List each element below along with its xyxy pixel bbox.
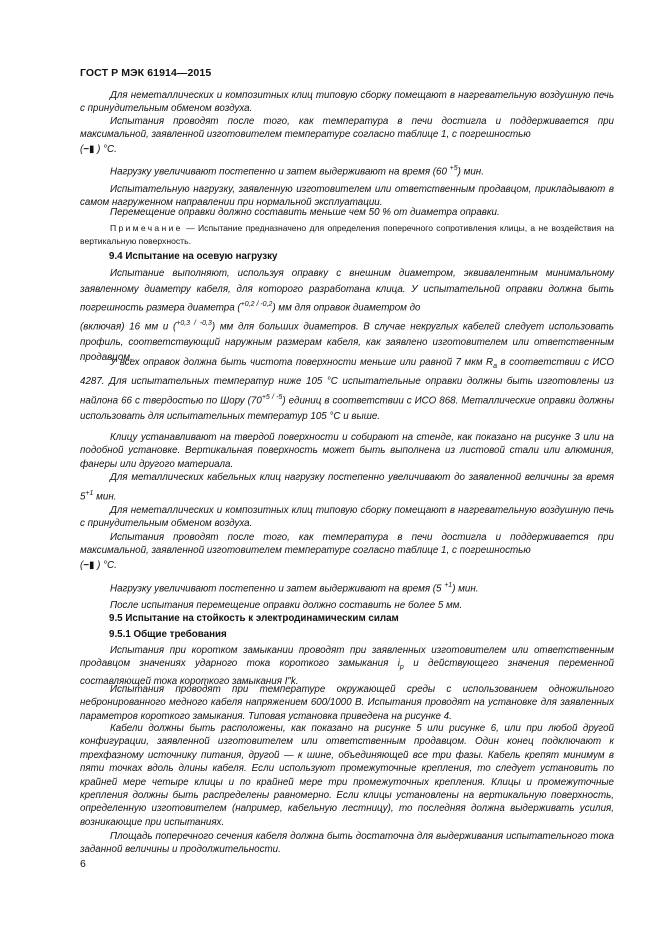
paragraph: Нагрузку увеличивают постепенно и затем выдерживают на время (60 $^{+5}$) мин. (110, 165, 484, 178)
paragraph: Для металлических кабельных клиц нагрузку постепенно увеличивают до заявленной величины за время $5^{+1}$ мин. (80, 472, 614, 502)
paragraph: Клицу устанавливают на твердой поверхности и собирают на стенде, как показано на рисунке 3 или на подобной установке. Вертикальная поверхность может быть выполнена из листовой стали или алюминия, фанеры или другого материала. (80, 432, 614, 470)
paragraph: Нагрузку увеличивают постепенно и затем выдерживают на время (5 $^{+1}$) мин. (110, 582, 479, 595)
paragraph: После испытания перемещение оправки должно составить не более 5 мм. (110, 600, 463, 611)
paragraph-continuation: (включая) 16 мм и ($^{+0,3 / -0,3}$) мм для больших диаметров. В случае некруглых кабелей следует использовать профиль, соответствующий наружным размерам кабеля, как заявлено изготовителем или ответственным продавцом. (80, 320, 614, 364)
section-heading: 9.5 Испытание на стойкость к электродинамическим силам (109, 613, 399, 624)
paragraph: Площадь поперечного сечения кабеля должна быть достаточна для выдерживания испытательного тока заданной величины и продолжительности. (80, 831, 614, 856)
document-header: ГОСТ Р МЭК 61914—2015 (80, 67, 212, 79)
paragraph: У всех оправок должна быть чистота поверхности меньше или равной 7 мкм $R_a$ в соответствии с ИСО 4287. Для испытательных температур ниже 105 °С испытательные оправки должны быть изготовлены из найлона 66 с твердостью по Шору $(70^{+5 / -5})$ единиц в соответствии с ИСО 868. Металлические оправки должны использовать для испытательных температур 105 °С и выше. (80, 357, 614, 422)
paragraph: Для неметаллических и композитных клиц типовую сборку помещают в нагревательную воздушную печь с принудительным обменом воздуха. (80, 505, 614, 530)
subsection-heading: 9.5.1 Общие требования (109, 629, 227, 640)
paragraph: Перемещение оправки должно составить меньше чем 50 % от диаметра оправки. (110, 207, 500, 218)
paragraph: Испытания проводят при температуре окружающей среды с использованием одножильного небронированного медного кабеля напряжением 600/1000 В. Испытания проводят на установке для заявленных параметров короткого замыкания. Типовая установка приведена на рисунке 4. (80, 684, 614, 722)
paragraph: Испытательную нагрузку, заявленную изготовителем или ответственным продавцом, прикладывают в самом нагруженном направлении при нормальной эксплуатации. (80, 184, 614, 209)
note: Примечание — Испытание предназначено для определения поперечного сопротивления клицы, а не воздействия на вертикальную поверхность. (80, 223, 614, 246)
section-heading: 9.4 Испытание на осевую нагрузку (109, 251, 278, 262)
paragraph: Испытания при коротком замыкании проводят при заявленных изготовителем или ответственным продавцом значениях ударного тока короткого замыкания $i_p$ и действующего значения переменной составляющей тока короткого замыкания I"k. (80, 645, 614, 687)
page-number: 6 (80, 858, 86, 870)
paragraph: Для неметаллических и композитных клиц типовую сборку помещают в нагревательную воздушную печь с принудительным обменом воздуха. (80, 90, 614, 115)
paragraph: Испытание выполняют, используя оправку с внешним диаметром, эквивалентным минимальному заявленному диаметру кабеля, для которого разработана клица. У испытательной оправки должна быть погрешность размера диаметра ($^{+0,2 / -0,2}$) мм для оправок диаметром до (80, 268, 614, 314)
paragraph: Испытания проводят после того, как температура в печи достигла и поддерживается при максимальной, заявленной изготовителем температуре согласно таблице 1, с погрешностью (80, 116, 614, 141)
paragraph-continuation: (−▮ ) °С. (80, 560, 117, 571)
paragraph-continuation: (−▮ ) °С. (80, 144, 117, 155)
paragraph: Испытания проводят после того, как температура в печи достигла и поддерживается при максимальной, заявленной изготовителем температуре согласно таблице 1, с погрешностью (80, 532, 614, 557)
paragraph: Кабели должны быть расположены, как показано на рисунке 5 или рисунке 6, или при любой другой конфигурации, заявленной изготовителем или ответственным продавцом. Один конец подключают к трехфазному источнику питания, другой — к шине, объединяющей все три фазы. Кабель крепят минимум в пяти точках вдоль длины кабеля. Если используют промежуточные крепления, то следует установить по крайней мере четыре клицы и по крайней мере три промежуточных крепления. Клицы и промежуточные крепления должны быть распределены равномерно. Если клицы установлены на вертикальную поверхность, определенную изготовителем (например, кабельную лестницу), то последняя должна выдерживать усилия, возникающие при испытаниях. (80, 723, 614, 828)
